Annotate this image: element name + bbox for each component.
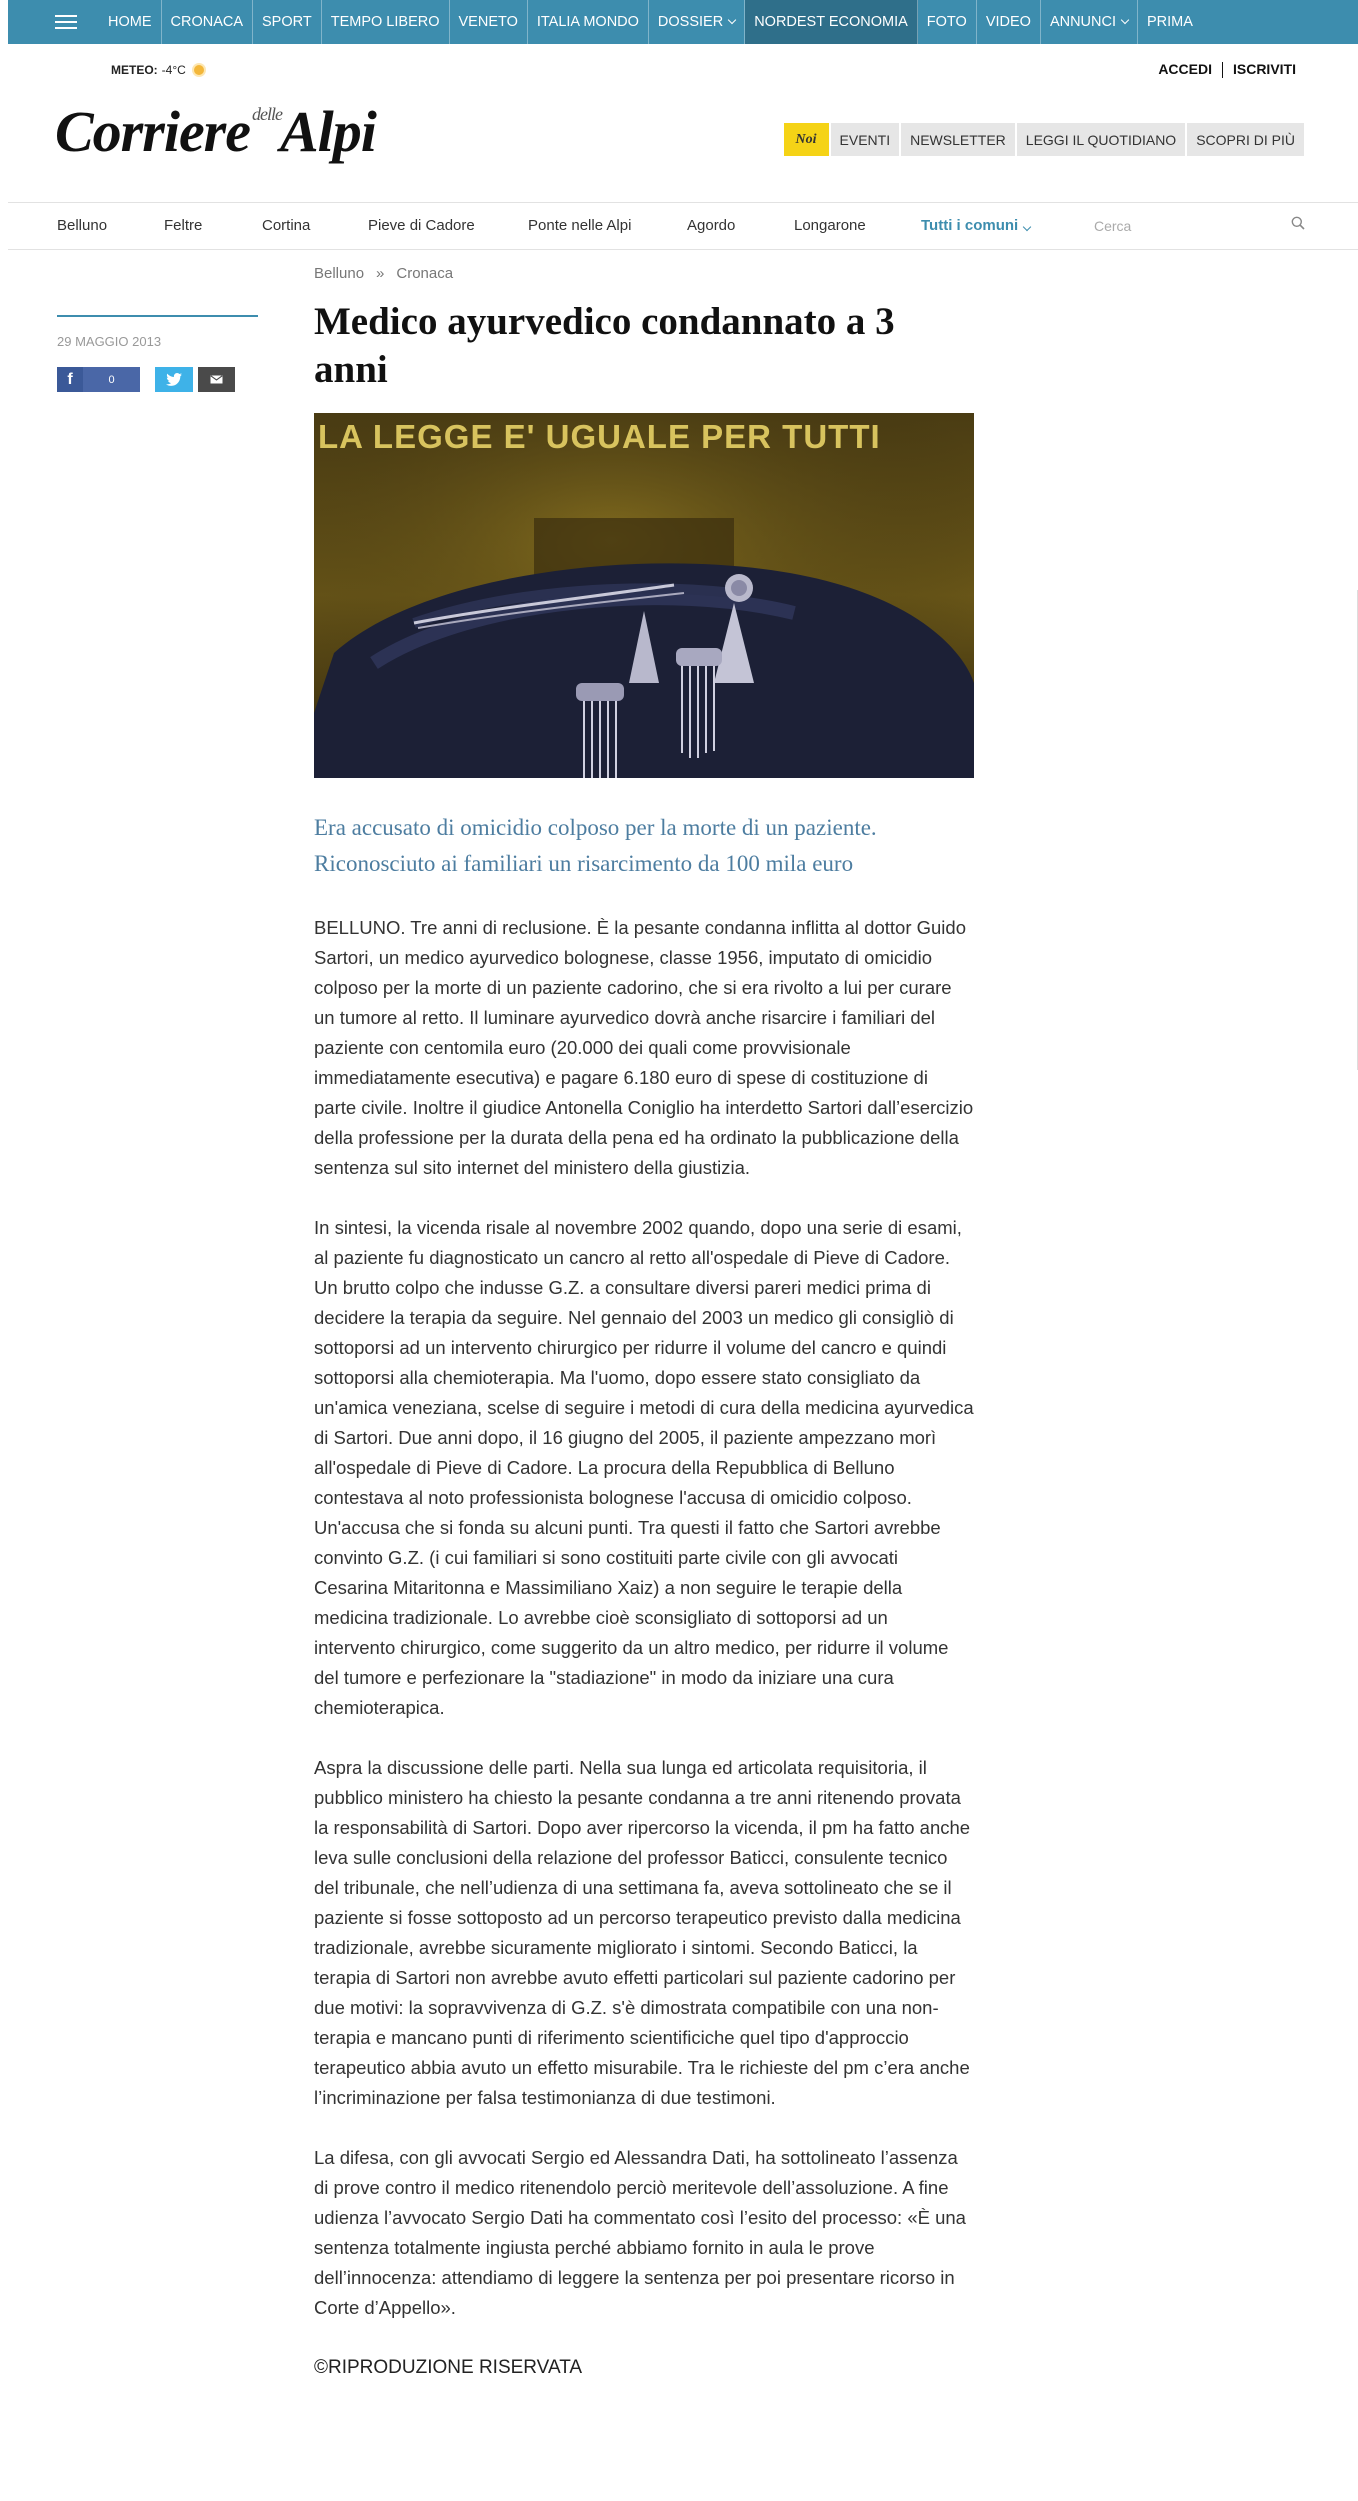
nav-annunci[interactable]	[1041, 0, 1138, 44]
chevron-down-icon	[1023, 223, 1031, 231]
breadcrumb-cronaca[interactable]: Cronaca	[396, 265, 454, 282]
article-body	[314, 913, 974, 2413]
sun-icon	[194, 65, 204, 75]
email-share-button[interactable]	[198, 367, 235, 392]
article-subtitle: Era accusato di omicidio colposo per la morte di un paziente. Riconosciuto ai familiari un risarcimento da 100 mila euro	[314, 815, 877, 876]
nav-veneto[interactable]: VENETO	[450, 0, 528, 44]
auth-links	[1148, 61, 1306, 78]
search-input[interactable]	[1092, 212, 1296, 240]
comune-longarone[interactable]: Longarone	[794, 217, 866, 234]
top-nav	[8, 0, 1358, 44]
article-paragraph: La difesa, con gli avvocati Sergio ed Alessandra Dati, ha sottolineato l’assenza di prove contro il medico ritenendolo perciò meritevole dell’assoluzione. A fine udienza l’avvocato Sergio Dati ha commentato così l’esito del processo: «È una sentenza totalmente ingiusta perché abbiamo fornito in aula le prove dell’innocenza: attendiamo di leggere la sentenza per poi presentare ricorso in Corte d’Appello».	[314, 2147, 966, 2318]
comune-agordo[interactable]: Agordo	[687, 217, 736, 234]
photo-inscription: LA LEGGE E' UGUALE PER TUTTI	[318, 418, 881, 455]
facebook-icon: f	[67, 370, 73, 388]
comune-ponte-nelle-alpi[interactable]: Ponte nelle Alpi	[528, 217, 632, 234]
breadcrumb	[314, 265, 453, 282]
newsletter-link[interactable]: NEWSLETTER	[901, 123, 1015, 156]
scopri-link[interactable]: SCOPRI DI PIÙ	[1187, 123, 1304, 156]
quick-links	[784, 123, 1304, 156]
signup-link[interactable]: ISCRIVITI	[1232, 61, 1296, 77]
site-logo[interactable]	[55, 98, 376, 165]
twitter-icon	[166, 373, 182, 386]
breadcrumb-separator: »	[376, 265, 385, 282]
nav-cronaca[interactable]: CRONACA	[162, 0, 254, 44]
publish-date: 29 MAGGIO 2013	[57, 334, 162, 349]
logo-text-corriere: Corriere	[55, 99, 250, 164]
leggi-quotidiano-link[interactable]: LEGGI IL QUOTIDIANO	[1017, 123, 1185, 156]
nav-italia-mondo[interactable]: ITALIA MONDO	[528, 0, 649, 44]
comune-feltre[interactable]: Feltre	[164, 217, 203, 234]
facebook-share-count: 0	[83, 367, 140, 392]
nav-nordest-economia[interactable]: NORDEST ECONOMIA	[745, 0, 918, 44]
courtroom-gown-image	[314, 413, 974, 778]
chevron-down-icon	[1121, 16, 1129, 24]
eventi-link[interactable]: EVENTI	[831, 123, 900, 156]
logo-text-alpi: Alpi	[279, 99, 376, 164]
facebook-share-button[interactable]	[57, 367, 140, 392]
menu-icon[interactable]	[55, 14, 77, 30]
twitter-share-button[interactable]	[155, 367, 193, 392]
copyright-notice: ©RIPRODUZIONE RISERVATA	[314, 2357, 583, 2378]
search-icon[interactable]	[1291, 216, 1305, 230]
weather-temperature: -4°C	[161, 63, 186, 77]
article-paragraph: BELLUNO. Tre anni di reclusione. È la pesante condanna inflitta al dottor Guido Sartori, un medico ayurvedico bolognese, classe 1956, imputato di omicidio colposo per la morte di un paziente cadorino, che si era rivolto a lui per curare un tumore al retto. Il luminare ayurvedico dovrà anche risarcire i familiari del paziente con centomila euro (20.000 dei quali come provvisionale immediatamente esecutiva) e pagare 6.180 euro di spese di costituzione di parte civile. Inoltre il giudice Antonella Coniglio ha interdetto Sartori dall’esercizio della professione per la durata della pena ed ha ordinato la pubblicazione della sentenza sul sito internet del ministero della giustizia.	[314, 917, 974, 1178]
comune-belluno[interactable]: Belluno	[57, 217, 108, 234]
article-paragraph: Aspra la discussione delle parti. Nella sua lunga ed articolata requisitoria, il pubblico ministero ha chiesto la pesante condanna a tre anni ritenendo provata la responsabilità di Sartori. Dopo aver ripercorso la vicenda, il pm ha fatto anche leva sulle conclusioni della relazione del professor Baticci, consulente tecnico del tribunale, che nell’udienza di una settimana fa, aveva sottolineato che se il paziente si fosse sottoposto ad un percorso terapeutico previsto dalla medicina tradizionale, avrebbe sicuramente migliorato i sintomi. Secondo Baticci, la terapia di Sartori non avrebbe avuto effetti particolari sul paziente cadorino per due motivi: la sopravvivenza di G.Z. s'è dimostrata compatibile con una non-terapia e mancano punti di riferimento scientificiche quel tipo d'approccio terapeutico abbia avuto un effetto misurabile. Tra le richieste del pm c’era anche l’incriminazione per falsa testimonianza di due testimoni.	[314, 1757, 971, 2108]
article-title: Medico ayurvedico condannato a 3 anni	[314, 300, 895, 391]
nav-video[interactable]: VIDEO	[977, 0, 1041, 44]
weather-widget[interactable]	[111, 63, 204, 77]
nav-sport[interactable]: SPORT	[253, 0, 322, 44]
nav-annunci-label: ANNUNCI	[1049, 14, 1116, 30]
comuni-bar	[8, 202, 1358, 250]
nav-home[interactable]: HOME	[99, 0, 162, 44]
chevron-down-icon	[728, 16, 736, 24]
nav-tempo-libero[interactable]: TEMPO LIBERO	[322, 0, 450, 44]
article-photo	[314, 413, 974, 778]
logo-text-delle: delle	[252, 104, 282, 124]
noi-button[interactable]: Noi	[784, 123, 829, 156]
nav-dossier[interactable]	[649, 0, 745, 44]
nav-foto[interactable]: FOTO	[918, 0, 977, 44]
comune-cortina[interactable]: Cortina	[262, 217, 311, 234]
envelope-icon	[210, 375, 223, 384]
nav-dossier-label: DOSSIER	[657, 14, 724, 30]
breadcrumb-belluno[interactable]: Belluno	[314, 265, 365, 282]
comune-pieve-di-cadore[interactable]: Pieve di Cadore	[368, 217, 475, 234]
tutti-i-comuni-label: Tutti i comuni	[921, 217, 1019, 234]
tutti-i-comuni-dropdown[interactable]	[921, 217, 1030, 234]
nav-prima[interactable]: PRIMA	[1147, 14, 1193, 30]
login-link[interactable]: ACCEDI	[1158, 61, 1212, 77]
weather-label: METEO:	[111, 63, 158, 77]
sidebar-divider	[57, 315, 258, 317]
article-paragraph: In sintesi, la vicenda risale al novembre 2002 quando, dopo una serie di esami, al paziente fu diagnosticato un cancro al retto all'ospedale di Pieve di Cadore. Un brutto colpo che indusse G.Z. a consultare diversi pareri medici prima di decidere la terapia da seguire. Nel gennaio del 2003 un medico gli consigliò di sottoporsi ad un intervento chirurgico per ridurre il volume del cancro e quindi sottoporsi alla chemioterapia. Ma l'uomo, dopo essere stato consigliato da un'amica veneziana, scelse di seguire i metodi di cura della medicina ayurvedica di Sartori. Due anni dopo, il 16 giugno del 2005, il paziente ampezzano morì all'ospedale di Pieve di Cadore. La procura della Repubblica di Belluno contestava al noto professionista bolognese l'accusa di omicidio colposo. Un'accusa che si fonda su alcuni punti. Tra questi il fatto che Sartori avrebbe convinto G.Z. (i cui familiari si sono costituiti parte civile con gli avvocati Cesarina Mitaritonna e Massimiliano Xaiz) a non seguire le terapie della medicina tradizionale. Lo avrebbe cioè sconsigliato di sottoporsi ad un intervento chirurgico, come suggerito da un altro medico, per ridurre il volume del tumore e perfezionare la "stadiazione" in modo da iniziare una cura chemioterapica.	[314, 1217, 974, 1718]
